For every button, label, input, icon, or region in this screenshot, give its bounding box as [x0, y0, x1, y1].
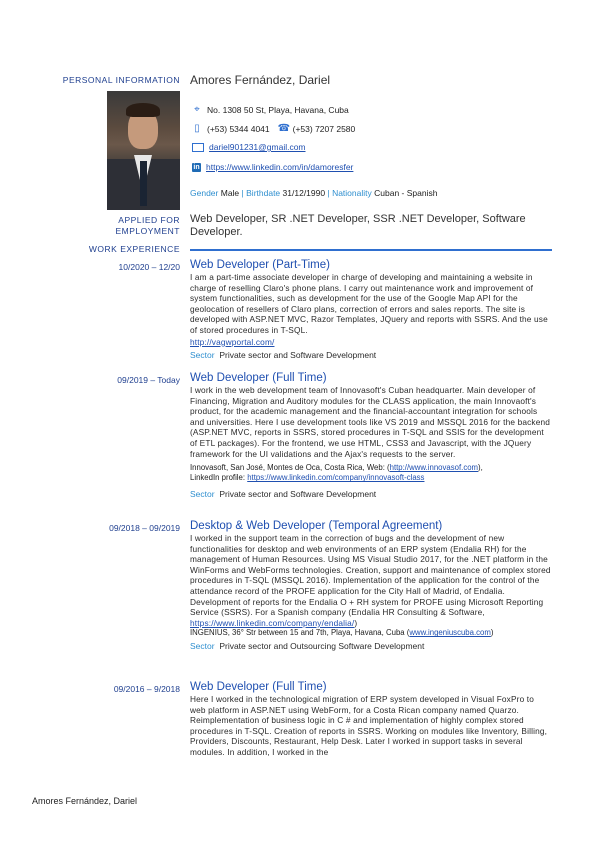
job-entry: [190, 520, 552, 651]
company-website-link[interactable]: www.ingeniuscuba.com: [409, 628, 491, 638]
page-footer-name: Amores Fernández, Dariel: [32, 796, 138, 806]
section-label-applied-for: APPLIED FOR EMPLOYMENT: [115, 215, 180, 236]
mobile-phone-icon: ▯: [194, 123, 200, 134]
nationality-label: Nationality: [332, 188, 372, 198]
job-sector: [190, 489, 552, 499]
job-description: I work in the web development team of Innovasoft's Cuban headquarter. Main developer of Financing, Migration and Auditory modules for the CLASS application, the main Innovaoft's product, for the academic management and the financial-accountant integration for schools and universities. Here I use development tools like VS 2019 and MSSQL 2016 for the backend (ASP.NET MVC, reports in SSRS, stored procedures in T-SQL and SSIS for the development of ETL packages). For the frontend, we use HTML, CSS3 and Javascript, with the JQuery framework for the UI validations and the Ajax's requests to the server.: [190, 385, 551, 459]
birthdate-label: Birthdate: [246, 188, 281, 198]
section-divider: [190, 249, 552, 251]
job-date: 09/2019 – Today: [117, 375, 180, 385]
job-title: Web Developer (Part-Time): [190, 259, 330, 271]
job-entry: [190, 259, 552, 360]
job-entry: [190, 681, 552, 758]
nationality-value: Cuban - Spanish: [374, 188, 438, 198]
sector-label: Sector: [190, 350, 215, 361]
phone-landline: (+53) 7207 2580: [292, 123, 356, 134]
email-link[interactable]: dariel901231@gmail.com: [209, 142, 306, 152]
phone-row: [192, 123, 355, 134]
job-sector: [190, 350, 552, 360]
location-pin-icon: ⌖: [194, 104, 200, 115]
linkedin-icon: in: [193, 163, 200, 171]
job-description: I worked in the support team in the correction of bugs and the development of new functionalities for desktop and web environments of an ERP system (Endalia RH) for the management of Human Resources. Using MS Visual Studio 2017, for the .NET platform in the WinForms and WebForms technologies. Creation, support and maintenance of complex stored procedures in T-SQL (MSSQL 2016). Implementation of the application for the control of the attendance record of the PROFE application for the City Hall of Madrid, of Endalia. Development of reports for the Endalia O + RH system for PROFE using Microsoft Reporting Service (SSRS). For a Spanish company (Endalia HR Consulting & Software, https://www.linkedin.com/company/endalia/): [190, 533, 551, 628]
section-label-personal-information: PERSONAL INFORMATION: [62, 75, 180, 85]
candidate-name: Amores Fernández, Dariel: [190, 73, 331, 87]
birthdate-value: 31/12/1990: [282, 188, 326, 198]
profile-photo: [107, 91, 180, 210]
phone-mobile: (+53) 5344 4041: [207, 123, 270, 134]
job-sector: [190, 641, 552, 651]
gender-value: Male: [220, 188, 240, 198]
job-title: Desktop & Web Developer (Temporal Agreement): [190, 520, 443, 532]
job-description: Here I worked in the technological migration of ERP system developed in Visual FoxPro to web platform in ASP.NET using WebForm, for a Costa Rican company named Quarzo. Reimplementation of business logic in C # and implementation of highly complex stored procedures in T-SQL. Creation of reports in SSRS. Working on modules like Inventory, Billing, Providers, Discounts, Restaurant, Help Desk. Later I worked in support tasks in several modules. In addition, I worked in the: [190, 694, 548, 757]
sector-value: Private sector and Software Development: [219, 489, 377, 500]
job-date: 09/2016 – 9/2018: [113, 684, 180, 694]
sector-label: Sector: [190, 641, 215, 652]
job-title: Web Developer (Full Time): [190, 372, 327, 384]
sector-label: Sector: [190, 489, 215, 500]
address-row: [192, 104, 349, 115]
linkedin-link[interactable]: https://www.linkedin.com/in/damoresfer: [206, 162, 354, 172]
section-label-work-experience: WORK EXPERIENCE: [88, 244, 180, 254]
job-company: INGENIUS, 36° Str between 15 and 7th, Playa, Havana, Cuba (www.ingeniuscuba.com): [190, 628, 494, 638]
gender-label: Gender: [190, 188, 219, 198]
job-date: 10/2020 – 12/20: [118, 262, 180, 272]
linkedin-row: [192, 162, 353, 172]
applied-positions: Web Developer, SR .NET Developer, SSR .NET Developer, Software Developer.: [190, 213, 526, 238]
job-company: Innovasoft, San José, Montes de Oca, Costa Rica, Web: (http://www.innovasof.com), LinkedIn profile: https://www.linkedin.com/company/innovasoft-class: [190, 463, 483, 483]
address: No. 1308 50 St, Playa, Havana, Cuba: [207, 104, 349, 115]
sector-value: Private sector and Software Development: [219, 350, 377, 361]
job-title: Web Developer (Full Time): [190, 681, 327, 693]
company-linkedin-link[interactable]: https://www.linkedin.com/company/innovasoft-class: [247, 473, 425, 483]
job-entry: [190, 372, 552, 499]
company-linkedin-link[interactable]: https://www.linkedin.com/company/endalia/: [190, 617, 355, 628]
email-row: [192, 142, 306, 152]
job-website-link[interactable]: http://vagwportal.com/: [190, 336, 275, 347]
job-date: 09/2018 – 09/2019: [109, 523, 180, 533]
email-icon: [192, 143, 204, 152]
job-description: I am a part-time associate developer in charge of developing and maintaining a website in charge of reselling Claro's phone plans. I carry out maintenance work and improvement of system functionalities, such as development for the use of the Google Map API for the geolocation of resellers of Claro plans, correction of errors and sales reports. The site is developed with ASP.NET MVC, Razor Templates, JQuery and reports with SSRS. And the use of stored procedures in T-SQL.: [190, 272, 548, 335]
personal-details: Gender Male | Birthdate 31/12/1990 | Nationality Cuban - Spanish: [190, 188, 438, 198]
company-website-link[interactable]: http://www.innovasof.com: [389, 463, 479, 473]
phone-icon: ☎: [277, 123, 291, 134]
sector-value: Private sector and Outsourcing Software Development: [219, 641, 425, 652]
